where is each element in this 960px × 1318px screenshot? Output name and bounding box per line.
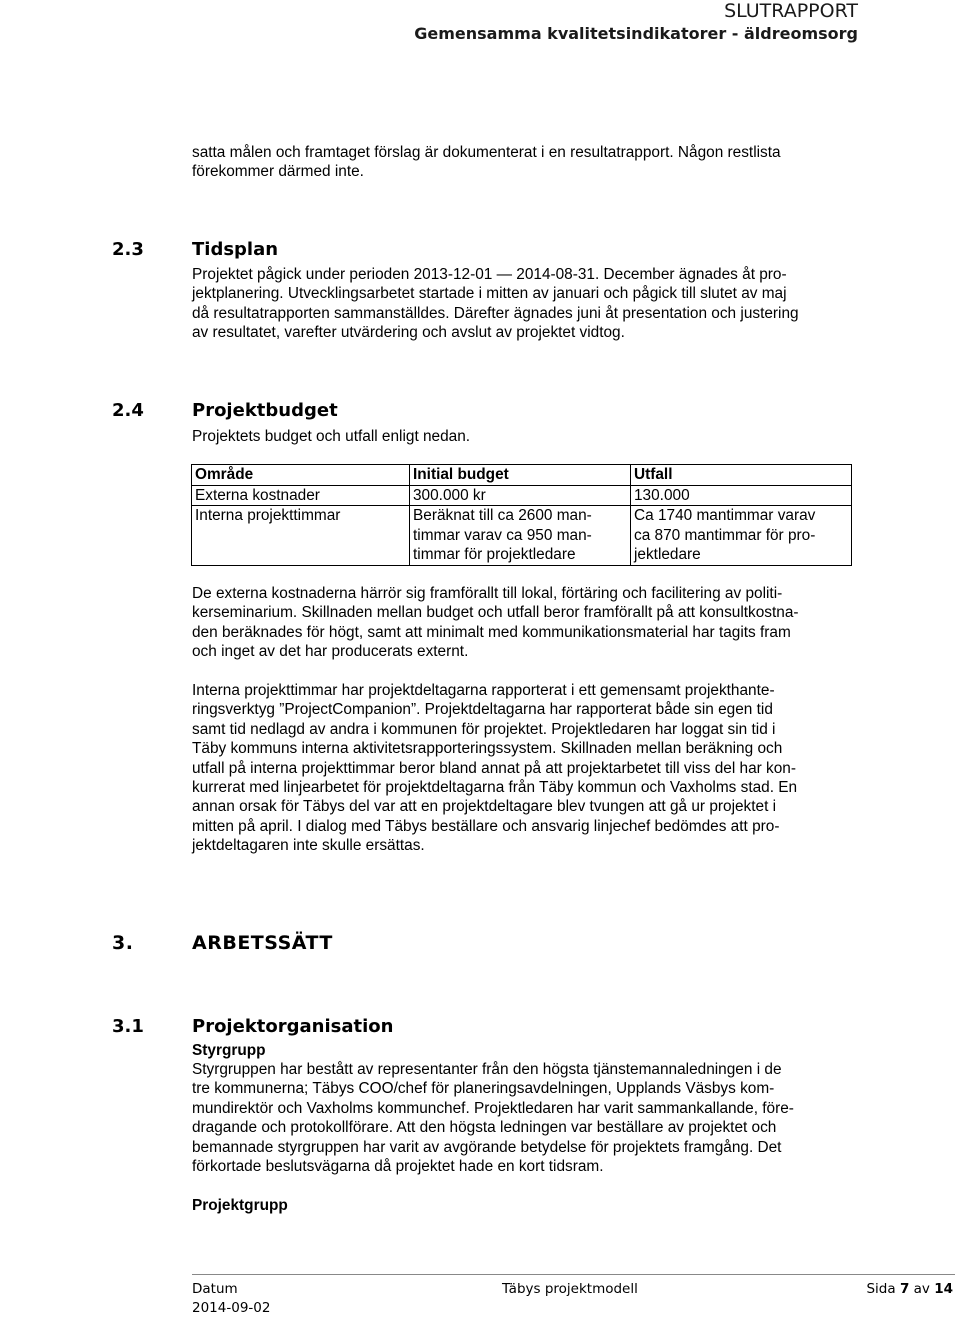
budget-table — [191, 464, 852, 566]
text-line: utfall på interna projekttimmar beror bland annat på att projektarbetet till viss del har kon- — [192, 759, 796, 777]
page-indicator — [866, 1281, 953, 1297]
budget-paragraph-1 — [192, 584, 860, 662]
text-line: annan orsak för Täbys del var att en projektdeltagare blev tvungen att gå ur projektet i — [192, 798, 777, 816]
text-line: kerseminarium. Skillnaden mellan budget och utfall beror framförallt på att konsultkostna- — [192, 604, 799, 622]
section-number: 2.3 — [112, 239, 144, 260]
intro-paragraph — [192, 143, 860, 182]
text-line: mundirektör och Vaxholms kommunchef. Projektledaren har varit sammankallande, före- — [192, 1099, 794, 1117]
chapter-title: ARBETSSÄTT — [192, 932, 333, 954]
table-cell: Externa kostnader — [192, 486, 410, 506]
text-line: Projektet pågick under perioden 2013-12-01 — 2014-08-31. December ägnades åt pro- — [192, 266, 787, 283]
text-line: förkortade beslutsvägarna då projektet hade en kort tidsram. — [192, 1158, 604, 1176]
text-line: Interna projekttimmar har projektdeltagarna rapporterat i ett gemensamt projekthante- — [192, 682, 775, 699]
chapter-number: 3. — [112, 932, 134, 954]
budget-paragraph-2 — [192, 681, 860, 856]
column-header: Initial budget — [410, 465, 631, 486]
text-line: Täby kommuns interna aktivitetsrapporteringssystem. Skillnaden mellan beräkning och — [192, 740, 783, 758]
table-row — [192, 506, 852, 565]
page-total: 14 — [934, 1281, 953, 1297]
footer-date-label: Datum — [192, 1281, 238, 1297]
report-subtitle: Gemensamma kvalitetsindikatorer - äldreomsorg — [414, 24, 858, 43]
table-cell: 300.000 kr — [410, 486, 631, 506]
text-line: ringsverktyg ”ProjectCompanion”. Projektdeltagarna har rapporterat både sin egen tid — [192, 701, 773, 719]
page-separator: av — [913, 1281, 930, 1297]
table-header-row — [192, 465, 852, 486]
section-title: Projektorganisation — [192, 1016, 394, 1037]
subheading-styrgrupp: Styrgrupp — [192, 1042, 266, 1059]
text-line: förekommer därmed inte. — [192, 163, 364, 181]
footer-center-text: Täbys projektmodell — [502, 1281, 638, 1297]
text-line: och inget av det har producerats externt. — [192, 643, 469, 661]
text-line: bemannade styrgruppen har varit av avgörande betydelse för projektets framgång. Det — [192, 1138, 782, 1156]
footer-divider — [192, 1274, 955, 1275]
budget-intro: Projektets budget och utfall enligt nedan. — [192, 428, 471, 445]
text-line: av resultatet, varefter utvärdering och avslut av projektet vidtog. — [192, 324, 625, 342]
column-header: Område — [192, 465, 410, 486]
styrgrupp-paragraph — [192, 1060, 860, 1176]
report-title: SLUTRAPPORT — [724, 0, 858, 22]
column-header: Utfall — [631, 465, 852, 486]
text-line: jektdeltagaren inte skulle ersättas. — [192, 837, 425, 855]
tidsplan-paragraph — [192, 265, 860, 343]
page-prefix: Sida — [866, 1281, 896, 1297]
text-line: dragande och protokollförare. Att den högsta ledningen var beställare av projektet och — [192, 1119, 777, 1137]
text-line: satta målen och framtaget förslag är dokumenterat i en resultatrapport. Någon restlista — [192, 144, 781, 161]
text-line: den beräknades för högt, samt att minimalt med kommunikationsmaterial har tagits fram — [192, 623, 791, 641]
section-number: 3.1 — [112, 1016, 144, 1037]
subheading-projektgrupp: Projektgrupp — [192, 1197, 288, 1214]
text-line: jektplanering. Utvecklingsarbetet startade i mitten av januari och pågick till slutet av maj — [192, 285, 787, 303]
footer-date: 2014-09-02 — [192, 1300, 271, 1316]
table-cell: Beräknat till ca 2600 man- timmar varav ca 950 man- timmar för projektledare — [410, 506, 631, 565]
section-number: 2.4 — [112, 400, 144, 421]
text-line: samt tid nedlagd av andra i kommunen för projektet. Projektledaren har loggat sin tid i — [192, 720, 776, 738]
text-line: kurrerat med linjearbetet för projektdeltagarna från Täby kommun och Vaxholms stad. En — [192, 779, 798, 797]
section-title: Tidsplan — [192, 239, 279, 260]
table-cell: Interna projekttimmar — [192, 506, 410, 565]
text-line: mitten på april. I dialog med Täbys beställare och ansvarig linjechef bedömdes att pro- — [192, 817, 780, 835]
text-line: Styrgruppen har bestått av representanter från den högsta tjänstemannaledningen i de — [192, 1061, 782, 1078]
section-title: Projektbudget — [192, 400, 338, 421]
text-line: De externa kostnaderna härrör sig framförallt till lokal, förtäring och facilitering av politi- — [192, 585, 783, 602]
table-cell: Ca 1740 mantimmar varav ca 870 mantimmar för pro- jektledare — [631, 506, 852, 565]
page-number: 7 — [899, 1281, 910, 1297]
text-line: då resultatrapporten sammanställdes. Därefter ägnades juni åt presentation och justering — [192, 304, 799, 322]
table-row — [192, 486, 852, 506]
text-line: tre kommunerna; Täbys COO/chef för planeringsavdelningen, Upplands Väsbys kom- — [192, 1080, 775, 1098]
table-cell: 130.000 — [631, 486, 852, 506]
